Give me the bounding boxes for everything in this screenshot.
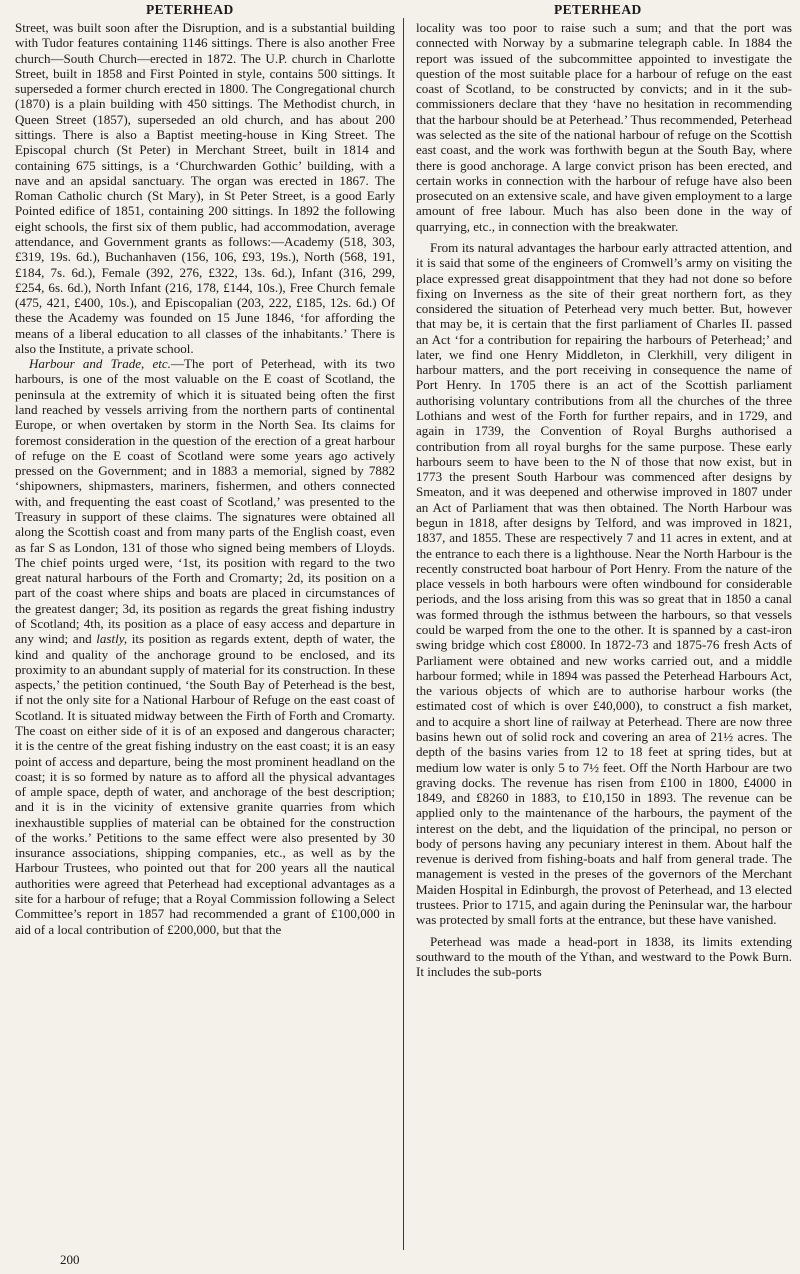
harbour-trade-tail: its position as regards extent, depth of water, the kind and quality of the anchorage ground to be enclosed, and its proximity to an abundant supply of material for its construction. In these aspects,’ the petition continued, ‘the South Bay of Peterhead is the best, if not the only site for a National Harbour of Refuge on the east coast of Scotland. It is situated midway between the Firth of Forth and Cromarty. The coast on either side of it is of an exposed and dangerous character; it is the centre of the great fishing industry on the east coast; it is an easy point of access and departure, being the most prominent headland on the coast; it is so formed by nature as to afford all the physical advantages of ample space, depth of water, and anchorage of the best description; and it is in the vicinity of extensive granite quarries from which inexhaustible supplies of material can be obtained for the construction of the works.’ Petitions to the same effect were also presented by 30 insurance associations, shipping companies, etc., as well as by the Harbour Trustees, who pointed out that for 200 years all the nautical authorities were agreed that Peterhead had exceptional advantages as a site for a harbour of refuge; that a Royal Commission following a Select Committee’s report in 1857 had recommended a grant of £100,000 in aid of a local contribution of £200,000, but that the [15, 631, 395, 937]
paragraph-harbour-refuge: locality was too poor to raise such a sum; and that the port was connected with Norway by a submarine telegraph cable. In 1884 the report was issued of the subcommittee appointed to investigate the question of the most suitable place for a harbour of refuge on the east coast of Scotland, to be constructed by convicts; and in it the sub-commissioners declare that they ‘have no hesitation in recommending that the harbour should be at Peterhead.’ Thus recommended, Peterhead was selected as the site of the national harbour of refuge on the Scottish east coast, and the work was forthwith begun at the South Bay, where there is good anchorage. A large convict prison has been erected, and certain works in connection with the harbour of refuge have also been prosecuted on an extensive scale, and have given employment to a large amount of free labour. Much has also been done in the way of quarrying, etc., in connection with the breakwater. [416, 20, 792, 234]
left-column [15, 20, 395, 1250]
paragraph-harbour-trade [15, 356, 395, 937]
harbour-trade-body: —The port of Peterhead, with its two harbours, is one of the most valuable on the E coast of Scotland, the peninsula at the extremity of which it is situated being often the first land reached by vessels arriving from the northern parts of continental Europe, or when overtaken by storm in the North Sea. Its claims for foremost consideration in the question of the erection of a great harbour of refuge on the E coast of Scotland were some years ago actively pressed on the Government; and in 1883 a memorial, signed by 7882 ‘shipowners, shipmasters, mariners, fishermen, and others connected with, and frequenting the east coast of Scotland,’ was presented to the Treasury in support of these claims. The signatures were obtained all along the Scottish coast and from many parts of the English coast, even as far S as London, 131 of those who signed being members of Lloyds. The chief points urged were, ‘1st, its position with regard to the two great natural harbours of the Forth and Cromarty; 2d, its position on a part of the coast where ships and boats are placed in circumstances of the greatest danger; 3d, its position as regards the great fishing industry of Scotland; 4th, its position as a place of easy access and departure in any wind; and [15, 356, 395, 647]
right-column [416, 20, 792, 1250]
word-lastly: lastly, [96, 631, 128, 647]
column-divider [403, 18, 404, 1250]
running-header-right: PETERHEAD [554, 2, 642, 17]
page-number: 200 [60, 1252, 80, 1267]
running-header-left: PETERHEAD [146, 2, 234, 17]
paragraph-churches-schools: Street, was built soon after the Disruption, and is a substantial building with Tudor features containing 1146 sittings. There is also another Free church—South Church—erected in 1872. The U.P. church in Charlotte Street, built in 1858 and First Pointed in style, contains 500 sittings. It superseded a former church erected in 1800. The Congregational church (1870) is a plain building with 450 sittings. The Methodist church, in Queen Street (1857), superseded an old church, and has about 200 sittings. There is also a Baptist meeting-house in King Street. The Episcopal church (St Peter) in Merchant Street, built in 1814 and containing 675 sittings, is a ‘Churchwarden Gothic’ building, with a nave and an apsidal sanctuary. The organ was erected in 1867. The Roman Catholic church (St Mary), in St Peter Street, is a good Early Pointed edifice of 1851, containing 200 sittings. In 1892 the following eight schools, the first six of them public, had accommodation, average attendance, and Government grants as follows:—Academy (518, 303, £319, 19s. 6d.), Buchanhaven (156, 106, £93, 19s.), North (568, 191, £184, 7s. 6d.), Female (392, 276, £322, 13s. 6d.), Infant (316, 299, £254, 6s. 6d.), North Infant (216, 178, £144, 10s.), Free Church female (475, 421, £400, 10s.), and Episcopalian (203, 222, £185, 12s. 6d.) Of these the Academy was founded on 15 June 1846, ‘for affording the means of a liberal education to all classes of the inhabitants.’ There is also the Institute, a private school. [15, 20, 395, 356]
paragraph-harbour-history: From its natural advantages the harbour early attracted attention, and it is said that some of the engineers of Cromwell’s army on visiting the place expressed great disappointment that they had not done so before fixing on Inverness as the site of their great northern fort, as they considered the situation of Peterhead very much better. But, however that may be, it is certain that the first parliament of Charles II. passed an Act ‘for a contribution for repairing the harbours of Peterhead;’ and later, we find one Henry Middleton, in Clerkhill, very diligent in harbour matters, and the port receiving in consequence the name of Port Henry. In 1705 there is an act of the Scottish parliament authorising voluntary contributions from all the churches of the three Lothians and west of the Forth for further repairs, and in 1729, and again in 1739, the Convention of Royal Burghs authorised a contribution from all royal burghs for the same purpose. These early harbours seem to have been to the N of those that now exist, but in 1773 the present South Harbour was commenced after designs by Smeaton, and it was deepened and otherwise improved in 1807 under an Act of Parliament that was then obtained. The North Harbour was begun in 1818, after designs by Telford, and was improved in 1821, 1837, and 1855. These are respectively 7 and 11 acres in extent, and at the entrance to each there is a lighthouse. Near the North Harbour is the recently constructed boat harbour of Port Henry. From the nature of the place vessels in both harbours were often windbound for considerable periods, and the loss arising from this was so great that in 1850 a canal was formed through the isthmus between the harbours, so that vessels could be warped from the one to the other. It is spanned by a cast-iron swing bridge which cost £8000. In 1872-73 and 1875-76 fresh Acts of Parliament were obtained and new works carried out, and a middle harbour formed; while in 1894 was passed the Peterhead Harbours Act, the various objects of which are to authorise harbour works (the estimated cost of which is over £40,000), to construct a fish market, and to acquire a short line of railway at Peterhead. There are now three basins hewn out of solid rock and covering an area of 21½ acres. The depth of the basins varies from 12 to 18 feet at spring tides, but at medium low water is only 5 to 7½ feet. Off the North Harbour are two graving docks. The revenue has risen from £100 in 1800, £4000 in 1849, and £8260 in 1883, to £10,150 in 1893. The revenue can be applied only to the maintenance of the harbours, the payment of the interest on the debt, and the liquidation of the principal, no person or body of persons having any pecuniary interest in them. About half the revenue is derived from fishing-boats and half from general trade. The management is vested in the preses of the governors of the Merchant Maiden Hospital in Edinburgh, the provost of Peterhead, and 13 elected trustees. Prior to 1715, and again during the Peninsular war, the harbour was protected by small forts at the entrance, but these have vanished. [416, 239, 792, 928]
section-heading-harbour-trade: Harbour and Trade, etc. [29, 356, 171, 372]
paragraph-head-port: Peterhead was made a head-port in 1838, its limits extending southward to the mouth of the Ythan, and westward to the Powk Burn. It includes the sub-ports [416, 933, 792, 980]
